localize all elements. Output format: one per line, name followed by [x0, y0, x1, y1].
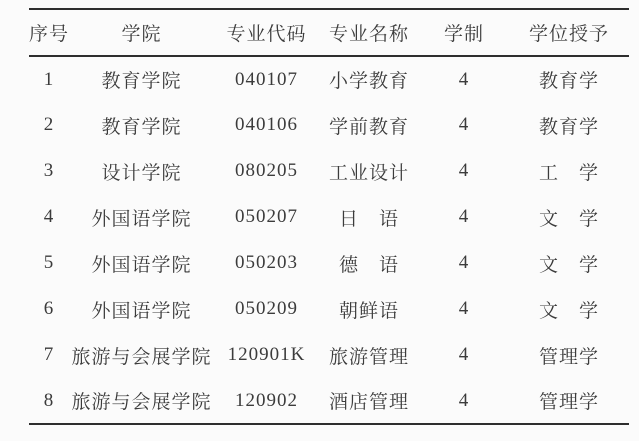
table-cell: 小学教育 [328, 71, 409, 92]
col-header-degree: 学位授予 [528, 24, 609, 45]
table-cell: 设计学院 [101, 162, 182, 184]
table-cell: 文 学 [538, 254, 599, 276]
table-cell: 4 [458, 344, 470, 365]
table-cell: 1 [43, 68, 55, 90]
table-cell: 文 学 [538, 300, 599, 322]
col-header-major-code: 专业代码 [226, 24, 307, 45]
table-cell: 4 [458, 389, 470, 411]
programs-table [29, 8, 629, 425]
table-cell: 040106 [235, 114, 298, 135]
table-cell: 3 [43, 160, 55, 181]
table-cell: 旅游管理 [328, 346, 409, 368]
table-cell: 工业设计 [328, 162, 409, 184]
table-cell: 5 [43, 252, 55, 273]
table-cell: 050203 [235, 252, 298, 273]
table-cell: 4 [458, 252, 470, 273]
table-cell: 040107 [235, 68, 298, 90]
table-cell: 教育学院 [101, 116, 182, 138]
table-cell: 120901K [227, 344, 306, 365]
col-header-college: 学院 [121, 24, 162, 45]
table-cell: 外国语学院 [91, 254, 192, 276]
table-cell: 120902 [235, 389, 298, 411]
table-cell: 酒店管理 [328, 392, 409, 413]
col-header-duration: 学制 [443, 24, 484, 45]
table-cell: 4 [458, 68, 470, 90]
table-row [29, 378, 629, 424]
table-cell: 德 语 [338, 254, 399, 276]
table-cell: 7 [43, 344, 55, 365]
table-cell: 4 [43, 206, 55, 227]
table-row [29, 56, 629, 102]
table-row [29, 240, 629, 286]
table-cell: 管理学 [538, 346, 599, 368]
table-cell: 日 语 [338, 208, 399, 230]
table-cell: 教育学 [538, 116, 599, 138]
table-cell: 管理学 [538, 392, 599, 413]
table-header [29, 9, 629, 56]
table-row [29, 148, 629, 194]
table-cell: 教育学 [538, 71, 599, 92]
table-cell: 4 [458, 206, 470, 227]
table-cell: 2 [43, 114, 55, 135]
table-cell: 旅游与会展学院 [71, 392, 212, 413]
table-cell: 朝鲜语 [338, 300, 399, 322]
header-row [29, 9, 629, 56]
col-header-index: 序号 [29, 24, 70, 45]
table-cell: 050209 [235, 298, 298, 319]
table-body [29, 56, 629, 424]
table-cell: 外国语学院 [91, 300, 192, 322]
table-cell: 6 [43, 298, 55, 319]
table-cell: 旅游与会展学院 [71, 346, 212, 368]
table-row [29, 332, 629, 378]
table-row [29, 194, 629, 240]
table-cell: 4 [458, 114, 470, 135]
table-cell: 050207 [235, 206, 298, 227]
table-cell: 4 [458, 298, 470, 319]
table-cell: 文 学 [538, 208, 599, 230]
table-cell: 8 [43, 389, 55, 411]
table-cell: 教育学院 [101, 71, 182, 92]
table-row [29, 102, 629, 148]
table-cell: 学前教育 [328, 116, 409, 138]
table-row [29, 286, 629, 332]
table-cell: 工 学 [538, 162, 599, 184]
table-cell: 外国语学院 [91, 208, 192, 230]
table-cell: 080205 [235, 160, 298, 181]
table-cell: 4 [458, 160, 470, 181]
col-header-major-name: 专业名称 [328, 24, 409, 45]
